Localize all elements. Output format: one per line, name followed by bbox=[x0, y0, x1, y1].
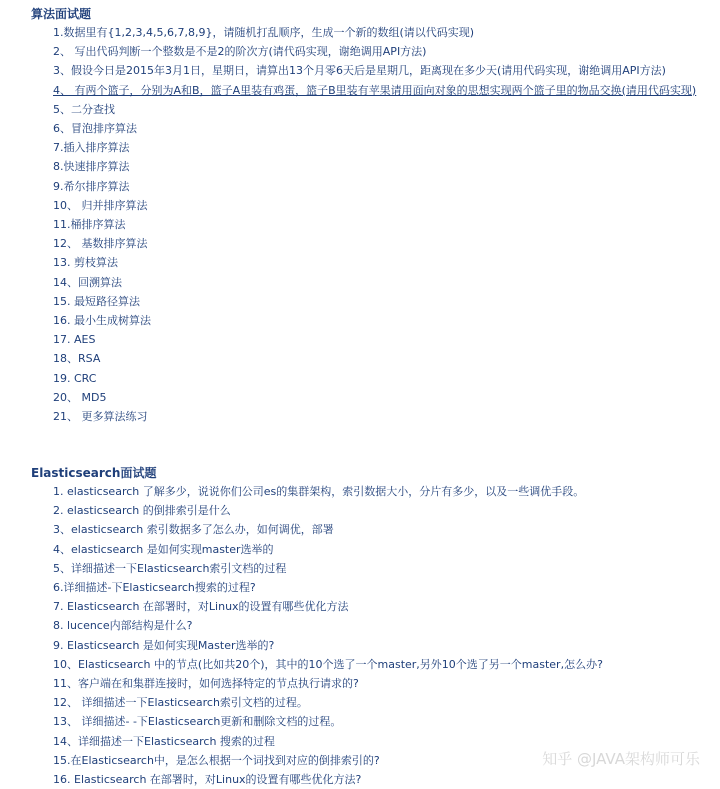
list-item: 3、elasticsearch 索引数据多了怎么办，如何调优，部署 bbox=[53, 523, 334, 537]
list-item: 11、客户端在和集群连接时，如何选择特定的节点执行请求的? bbox=[53, 677, 359, 691]
list-item: 18、RSA bbox=[53, 352, 101, 366]
list-item: 21、 更多算法练习 bbox=[53, 410, 148, 424]
elasticsearch-question-list bbox=[53, 482, 703, 789]
list-item: 16. Elasticsearch 在部署时，对Linux的设置有哪些优化方法? bbox=[53, 773, 362, 787]
list-item: 14、详细描述一下Elasticsearch 搜索的过程 bbox=[53, 734, 275, 748]
algorithm-section-title: 算法面试题 bbox=[31, 7, 92, 21]
list-item: 3、假设今日是2015年3月1日，星期日，请算出13个月零6天后是星期几，距离现在多少天(请用代码实现，谢绝调用API方法) bbox=[53, 64, 666, 78]
list-item: 8. lucence内部结构是什么? bbox=[53, 619, 193, 633]
list-item: 10、Elasticsearch 中的节点(比如共20个)，其中的10个选了一个master,另外10个选了另一个master,怎么办? bbox=[53, 657, 603, 671]
watermark: 知乎 @JAVA架构师可乐 bbox=[542, 750, 700, 768]
list-item: 7. Elasticsearch 在部署时，对Linux的设置有哪些优化方法 bbox=[53, 600, 349, 614]
algorithm-question-list bbox=[53, 23, 703, 426]
list-item: 4、elasticsearch 是如何实现master选举的 bbox=[53, 542, 274, 556]
list-item: 9.希尔排序算法 bbox=[53, 179, 130, 193]
list-item-link[interactable]: 4、 有两个篮子，分别为A和B，篮子A里装有鸡蛋，篮子B里装有苹果请用面向对象的思想实现两个篮子里的物品交换(请用代码实现) bbox=[53, 83, 697, 97]
list-item: 19. CRC bbox=[53, 371, 97, 385]
list-item: 14、回溯算法 bbox=[53, 275, 122, 289]
list-item: 13. 剪枝算法 bbox=[53, 256, 118, 270]
list-item: 16. 最小生成树算法 bbox=[53, 314, 151, 328]
list-item: 12、 基数排序算法 bbox=[53, 237, 148, 251]
list-item: 15.在Elasticsearch中，是怎么根据一个词找到对应的倒排索引的? bbox=[53, 753, 380, 767]
elasticsearch-section-title: Elasticsearch面试题 bbox=[31, 466, 157, 480]
list-item: 15. 最短路径算法 bbox=[53, 294, 140, 308]
list-item: 10、 归并排序算法 bbox=[53, 198, 148, 212]
list-item: 1.数据里有{1,2,3,4,5,6,7,8,9}，请随机打乱顺序，生成一个新的数组(请以代码实现) bbox=[53, 26, 475, 39]
list-item: 20、 MD5 bbox=[53, 390, 107, 404]
list-item: 12、 详细描述一下Elasticsearch索引文档的过程。 bbox=[53, 696, 308, 710]
list-item: 6、冒泡排序算法 bbox=[53, 122, 137, 136]
list-item: 5、二分查找 bbox=[53, 102, 115, 116]
list-item: 1. elasticsearch 了解多少，说说你们公司es的集群架构，索引数据大小，分片有多少，以及一些调优手段。 bbox=[53, 485, 585, 498]
list-item: 9. Elasticsearch 是如何实现Master选举的? bbox=[53, 638, 275, 652]
list-item: 6.详细描述-下Elasticsearch搜索的过程? bbox=[53, 581, 256, 595]
list-item: 13、 详细描述- -下Elasticsearch更新和删除文档的过程。 bbox=[53, 715, 342, 729]
list-item: 8.快速排序算法 bbox=[53, 160, 130, 174]
list-item: 7.插入排序算法 bbox=[53, 141, 130, 155]
list-item: 2、 写出代码判断一个整数是不是2的阶次方(请代码实现，谢绝调用API方法) bbox=[53, 45, 427, 59]
list-item: 2. elasticsearch 的倒排索引是什么 bbox=[53, 504, 231, 518]
list-item: 17. AES bbox=[53, 333, 96, 347]
list-item: 11.桶排序算法 bbox=[53, 218, 126, 232]
list-item: 5、详细描述一下Elasticsearch索引文档的过程 bbox=[53, 561, 287, 575]
